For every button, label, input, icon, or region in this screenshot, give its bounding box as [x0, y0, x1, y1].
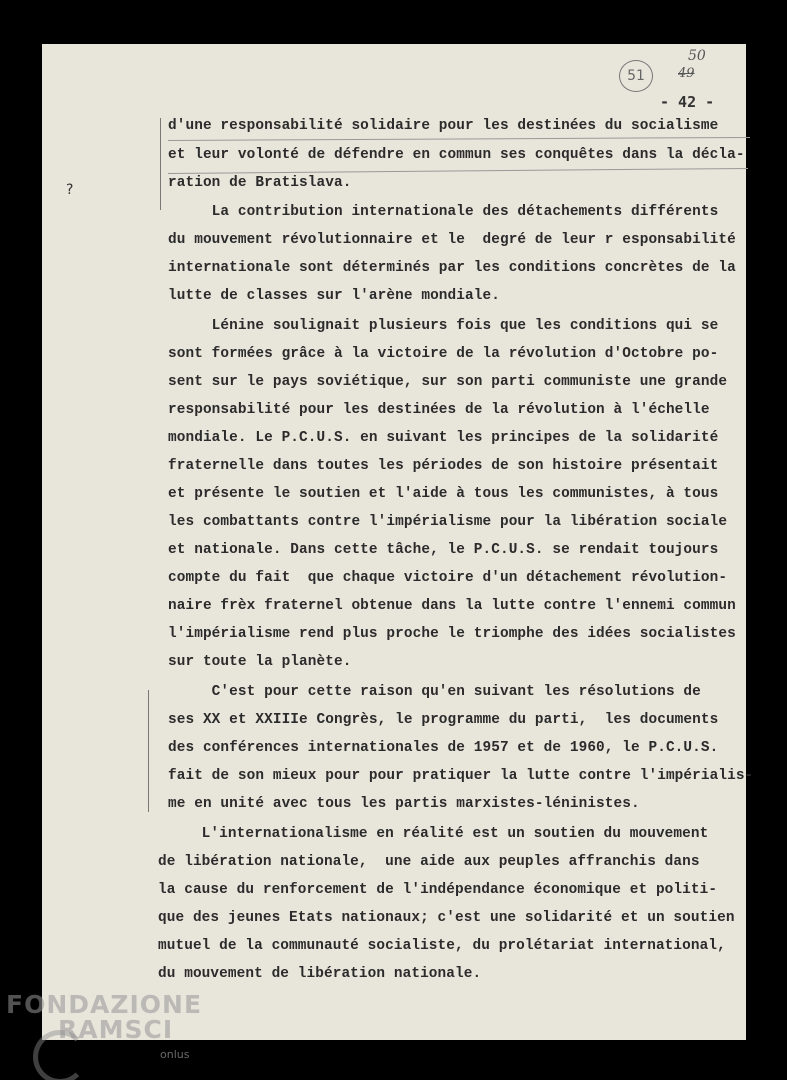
text-line: compte du fait que chaque victoire d'un détachement révolution- [168, 570, 728, 586]
text-line: fait de son mieux pour pour pratiquer la lutte contre l'impérialis- [168, 768, 754, 784]
text-line: d'une responsabilité solidaire pour les destinées du socialisme [168, 118, 719, 134]
text-line: lutte de classes sur l'arène mondiale. [168, 288, 500, 304]
text-line: mondiale. Le P.C.U.S. en suivant les principes de la solidarité [168, 430, 719, 446]
watermark-g-logo-icon [33, 1030, 87, 1080]
text-line: les combattants contre l'impérialisme pour la libération sociale [168, 514, 728, 530]
watermark-line1: FONDAZIONE [6, 990, 203, 1019]
text-line: de libération nationale, une aide aux peuples affranchis dans [158, 854, 700, 870]
text-line: responsabilité pour les destinées de la révolution à l'échelle [168, 402, 710, 418]
text-line: C'est pour cette raison qu'en suivant les résolutions de [168, 684, 701, 700]
text-line: que des jeunes Etats nationaux; c'est une solidarité et un soutien [158, 910, 735, 926]
circled-page-number: 51 [619, 60, 653, 92]
text-line: naire frèx fraternel obtenue dans la lutte contre l'ennemi commun [168, 598, 736, 614]
margin-question-mark: ? [66, 182, 74, 198]
text-line: et leur volonté de défendre en commun ses conquêtes dans la décla- [168, 147, 745, 163]
text-line: L'internationalisme en réalité est un soutien du mouvement [158, 826, 709, 842]
text-line: l'impérialisme rend plus proche le triomphe des idées socialistes [168, 626, 736, 642]
text-line: internationale sont déterminés par les conditions concrètes de la [168, 260, 736, 276]
text-line: du mouvement révolutionnaire et le degré de leur r esponsabilité [168, 232, 736, 248]
text-line: ses XX et XXIIIe Congrès, le programme du parti, les documents [168, 712, 719, 728]
text-line: fraternelle dans toutes les périodes de son histoire présentait [168, 458, 719, 474]
text-line: mutuel de la communauté socialiste, du prolétariat international, [158, 938, 726, 954]
text-line: Lénine soulignait plusieurs fois que les conditions qui se [168, 318, 719, 334]
text-line: des conférences internationales de 1957 et de 1960, le P.C.U.S. [168, 740, 719, 756]
text-line: ration de Bratislava. [168, 175, 352, 191]
text-line: et présente le soutien et l'aide à tous les communistes, à tous [168, 486, 719, 502]
text-line: du mouvement de libération nationale. [158, 966, 482, 982]
text-line: me en unité avec tous les partis marxistes-léninistes. [168, 796, 640, 812]
watermark-line2: RAMSCI [58, 1015, 174, 1044]
typed-page-number: - 42 - [660, 93, 715, 111]
text-line: la cause du renforcement de l'indépendance économique et politi- [158, 882, 718, 898]
crossed-page-number: 49 [678, 66, 695, 81]
handwritten-page-number: 50 [688, 48, 706, 64]
text-line: sur toute la planète. [168, 654, 352, 670]
margin-bar-top [160, 118, 161, 210]
text-line: La contribution internationale des détachements différents [168, 204, 719, 220]
text-line: et nationale. Dans cette tâche, le P.C.U.S. se rendait toujours [168, 542, 719, 558]
text-line: sont formées grâce à la victoire de la révolution d'Octobre po- [168, 346, 719, 362]
text-line: sent sur le pays soviétique, sur son parti communiste une grande [168, 374, 728, 390]
fondazione-watermark [6, 992, 202, 1042]
margin-bar-middle [148, 690, 149, 812]
watermark-onlus: onlus [160, 1048, 190, 1061]
